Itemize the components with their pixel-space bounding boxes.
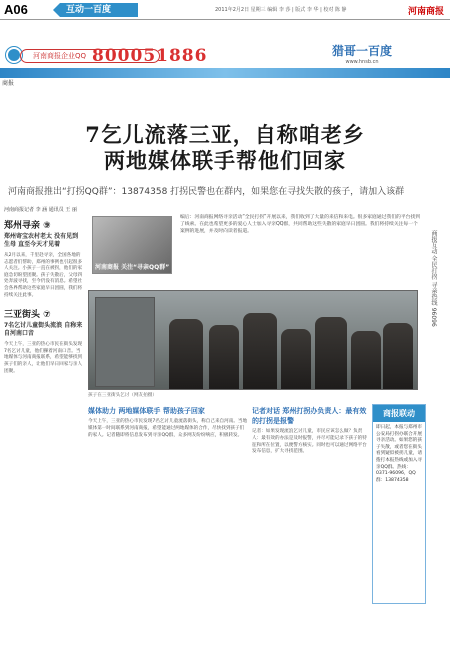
right-body: 记者：如果发现流浪乞讨儿童，市民应该怎么做？负责人：最有效的办法是及时报警，并尽可能记录下孩子的特征和所在位置，以便警方核实。同时也可以通过网络平台发布信息，扩大寻找范围。 [252,429,367,455]
left-title-2: 三亚街头 ⑦ [4,310,51,321]
vertical-sidebar: 商报互动 全民打拐 寻亲热线 96096 [430,230,437,327]
interact-heading: 商报联动 [373,405,425,422]
photo-person [315,317,347,389]
right-heading: 记者对话 郑州打拐办负责人：最有效的打拐是报警 [252,407,367,425]
logo-url: www.hnsb.cn [345,59,379,65]
subheadline: 河南商报推出“打拐QQ群”：13874358 打拐民警也在群内，如果您在寻找失散的孩子，请加入该群 [8,187,405,197]
middle-body: 今天上午，三亚的热心市民发现7名乞讨儿童流落街头，称自己来自河南。当地媒体第一时间联系到河南商报，希望能通过两地媒体的合作，尽快找到孩子们的家人。记者随即将信息发布到寻亲QQ群，众多网友纷纷响应，积极转发。 [88,419,248,438]
interact-body: 即日起，本报与郑州市公安局打拐办联合开展寻亲活动。如果您的孩子失散，或者您在街头看到疑似被拐儿童，请拨打本报热线或加入寻亲QQ群。热线：0371-96096，QQ群：13874358 [376,425,422,483]
main-photo [88,290,418,390]
photo-person [243,313,277,389]
interact-box [372,404,426,604]
intro-block [92,210,422,280]
headline-line-2: 两地媒体联手帮他们回家 [104,148,346,173]
left-body-2: 今天上午，三亚的热心市民在街头发现7名乞讨儿童，他们操着河南口音。当地媒体与河南商报联系，希望能够找到孩子们的亲人，让他们早日回家与亲人团聚。 [4,342,83,374]
paper-name: 河南商报 [407,7,444,17]
byline: 河南商报记者 李 涵 通讯员 王 丽 [4,207,77,213]
date-line: 2011年2月2日 星期三 编辑 李 莎 | 版式 李 华 | 校对 陈 静 [215,7,347,13]
middle-heading: 媒体助力 两地媒体联手 帮助孩子回家 [88,407,205,415]
photo-person [351,331,381,389]
left-subtitle: 郑州寄宝农村老太 没有见到生母 直至今天才见着 [4,233,79,248]
photo-person [169,319,203,389]
page-header [0,0,450,20]
right-column [252,404,367,656]
photo-caption: 孩子在三亚街头乞讨（网友拍摄） [88,393,157,398]
department-label: 商报 [2,80,15,87]
left-column [4,206,84,656]
hotline-number: 800051886 [92,46,208,66]
photo-person [209,325,239,389]
banner [0,21,450,91]
photo-person [281,329,311,389]
logo-title: 猎哥一百度 [331,44,392,58]
middle-column [88,404,248,656]
section-tab: 互动一百度 [60,3,138,17]
photo-person [383,323,413,389]
left-body: 从2月以来，千里赴寻亲，全国各地的志愿者们帮助，郑州的事例也引起很多人关注。小孩子一直在被拐，他们的家庭急切盼望团聚。孩子失散后，父母四处奔波寻找，至今仍没有消息。希望社会各界帮助这些家庭早日团圆，我们将持续关注此事。 [4,253,83,298]
intro-image [92,216,172,274]
left-title: 郑州寻亲 ⑨ [4,221,51,231]
brand-logo [322,42,402,68]
intro-image-caption: 河南商报 关注“寻亲QQ群” [95,264,170,271]
left-subtitle-2: 7名乞讨儿童街头流浪 自称来自河南口音 [4,322,83,338]
headline-line-1: 7乞儿流落三亚，自称咱老乡 [85,122,365,147]
photo-door [95,297,155,387]
page-number: A06 [4,2,28,17]
banner-divider [0,68,450,78]
headline [0,122,450,174]
hotline-label: 河南商报企业QQ [20,49,160,63]
intro-text: 编后：河南商报网络寻亲活动“全民打拐”开展以来，我们收到了大量的来信和来电。很多家庭通过我们的平台找到了线索。在此也希望更多的爱心人士加入寻亲QQ群，共同帮助这些失散的家庭早日团圆。我们将持续关注每一个案例的进展，并及时向读者报道。 [180,215,421,234]
